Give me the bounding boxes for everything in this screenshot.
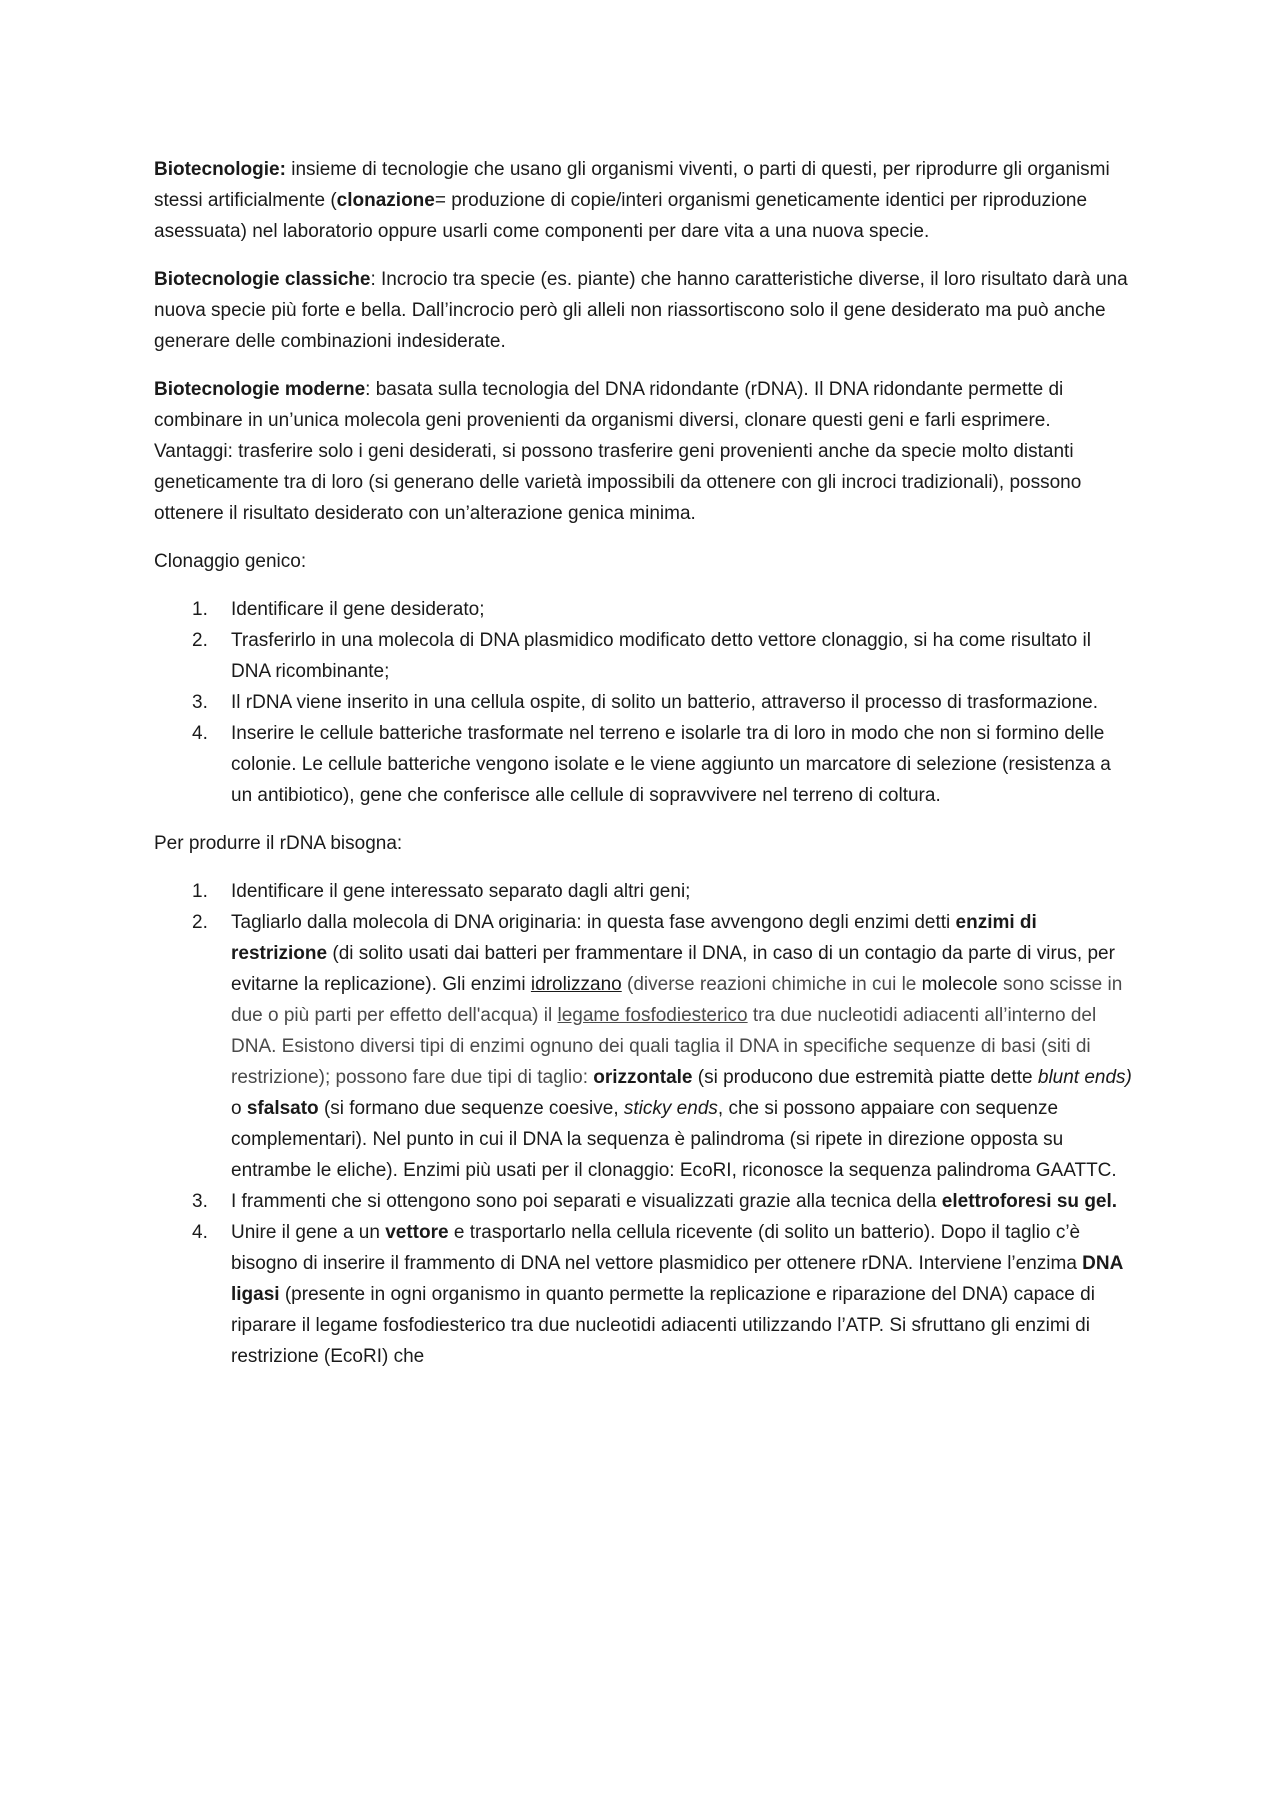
- list-item-text: I frammenti che si ottengono sono poi separati e visualizzati grazie alla tecnica della: [231, 1191, 942, 1212]
- term-sticky-ends: sticky ends: [623, 1098, 718, 1119]
- list-item-text: o: [231, 1098, 247, 1119]
- list-intro-clonaggio: Clonaggio genico:: [154, 551, 307, 572]
- list-item: [154, 1186, 1134, 1217]
- list-number: 2.: [192, 630, 208, 651]
- link-idrolizzano[interactable]: idrolizzano: [530, 974, 622, 995]
- list-item-text: e trasportarlo nella cellula ricevente (di solito un batterio). Dopo il taglio c’è bisogno di inserire il frammento di DNA nel vettore plasmidico per ottenere rDNA. Interviene l’enzima: [231, 1222, 1083, 1274]
- list-number: 4.: [192, 723, 208, 744]
- paragraph-biotecnologie: [154, 154, 1134, 247]
- list-item-text: Tagliarlo dalla molecola di DNA originaria: in questa fase avvengono degli enzimi detti: [231, 912, 956, 933]
- list-item: [154, 718, 1134, 811]
- list-item: [154, 594, 1134, 625]
- list-item: [154, 1217, 1134, 1372]
- list-item-text: Identificare il gene desiderato;: [231, 599, 485, 620]
- paragraph-text: : Incrocio tra specie (es. piante) che hanno caratteristiche diverse, il loro risultato darà una nuova specie più forte e bella. Dall’incrocio però gli alleli non riassortiscono solo il gene desiderato ma può anche generare delle combinazioni indesiderate.: [154, 269, 1128, 352]
- list-number: 1.: [192, 599, 208, 620]
- term-biotecnologie-classiche: Biotecnologie classiche: [154, 269, 371, 290]
- term-vettore: vettore: [385, 1222, 449, 1243]
- paragraph-text: insieme di tecnologie che usano gli organismi viventi, o parti di questi, per riprodurre gli organismi stessi artificialmente (: [154, 159, 1110, 211]
- list-item-text: Trasferirlo in una molecola di DNA plasmidico modificato detto vettore clonaggio, si ha come risultato il DNA ricombinante;: [231, 630, 1091, 682]
- paragraph-text: = produzione di copie/interi organismi geneticamente identici per riproduzione asessuata) nel laboratorio oppure usarli come componenti per dare vita a una nuova specie.: [154, 190, 1088, 242]
- list-item-text: (diverse reazioni chimiche in cui le: [621, 974, 922, 995]
- list-item-text: Unire il gene a un: [231, 1222, 386, 1243]
- term-sfalsato: sfalsato: [246, 1098, 319, 1119]
- list-item-text: , che si possono appaiare con sequenze complementari). Nel punto in cui il DNA la sequenza è palindroma (si ripete in direzione opposta su entrambe le eliche). Enzimi più usati per il clonaggio: EcoRI, riconosce la sequenza palindroma GAATTC.: [231, 1098, 1117, 1181]
- list-item: [154, 907, 1134, 1186]
- clonaggio-steps-list: [154, 594, 1134, 811]
- list-number: 3.: [192, 692, 208, 713]
- list-item-text: Il rDNA viene inserito in una cellula ospite, di solito un batterio, attraverso il processo di trasformazione.: [231, 692, 1099, 713]
- link-legame-fosfodiesterico[interactable]: legame fosfodiesterico: [557, 1005, 748, 1026]
- term-clonazione: clonazione: [336, 190, 435, 211]
- term-dna-ligasi: DNA ligasi: [231, 1253, 1123, 1305]
- list-item-text: (di solito usati dai batteri per frammentare il DNA, in caso di un contagio da parte di virus, per evitarne la replicazione). Gli enzimi: [231, 943, 1115, 995]
- list-item-text: sono scisse in due o più parti per effetto dell'acqua) il: [231, 974, 1123, 1026]
- term-enzimi-di-restrizione: enzimi di restrizione: [231, 912, 1037, 964]
- term-orizzontale: orizzontale: [593, 1067, 693, 1088]
- list-item-text: (si formano due sequenze coesive,: [318, 1098, 624, 1119]
- list-item-text: Inserire le cellule batteriche trasformate nel terreno e isolarle tra di loro in modo che non si formino delle colonie. Le cellule batteriche vengono isolate e le viene aggiunto un marcatore di selezione (resistenza a un antibiotico), gene che conferisce alle cellule di sopravvivere nel terreno di coltura.: [231, 723, 1111, 806]
- list-intro-rdna: Per produrre il rDNA bisogna:: [154, 833, 403, 854]
- list-number: 2.: [192, 912, 208, 933]
- paragraph-text: : basata sulla tecnologia del DNA ridondante (rDNA). Il DNA ridondante permette di combinare in un’unica molecola geni provenienti da organismi diversi, clonare questi geni e farli esprimere. Vantaggi: trasferire solo i geni desiderati, si possono trasferire geni provenienti anche da specie molto distanti geneticamente tra di loro (si generano delle varietà impossibili da ottenere con gli incroci tradizionali), possono ottenere il risultato desiderato con un’alterazione genica minima.: [154, 379, 1082, 524]
- list-item-text: (si producono due estremità piatte dette: [692, 1067, 1038, 1088]
- list-item: [154, 625, 1134, 687]
- list-item-text: (presente in ogni organismo in quanto permette la replicazione e riparazione del DNA) capace di riparare il legame fosfodiesterico tra due nucleotidi adiacenti utilizzando l’ATP. Si sfruttano gli enzimi di restrizione (EcoRI) che: [231, 1284, 1095, 1367]
- term-biotecnologie-moderne: Biotecnologie moderne: [154, 379, 366, 400]
- list-number: 4.: [192, 1222, 208, 1243]
- list-item: [154, 876, 1134, 907]
- term-elettroforesi: elettroforesi su gel.: [941, 1191, 1118, 1212]
- paragraph-biotecnologie-moderne: [154, 374, 1134, 529]
- list-item-text: tra due nucleotidi adiacenti all’interno del DNA. Esistono diversi tipi di enzimi ognuno dei quali taglia il DNA in specifiche sequenze di basi (siti di restrizione); possono fare due tipi di taglio:: [231, 1005, 1097, 1088]
- term-biotecnologie: Biotecnologie:: [154, 159, 286, 180]
- list-number: 1.: [192, 881, 208, 902]
- term-blunt-ends: blunt ends): [1037, 1067, 1132, 1088]
- list-item-text: molecole: [921, 974, 998, 995]
- list-number: 3.: [192, 1191, 208, 1212]
- list-item-text: Identificare il gene interessato separato dagli altri geni;: [231, 881, 691, 902]
- document-page: [154, 154, 1134, 1389]
- list-item: [154, 687, 1134, 718]
- rdna-steps-list: [154, 876, 1134, 1372]
- paragraph-biotecnologie-classiche: [154, 264, 1134, 357]
